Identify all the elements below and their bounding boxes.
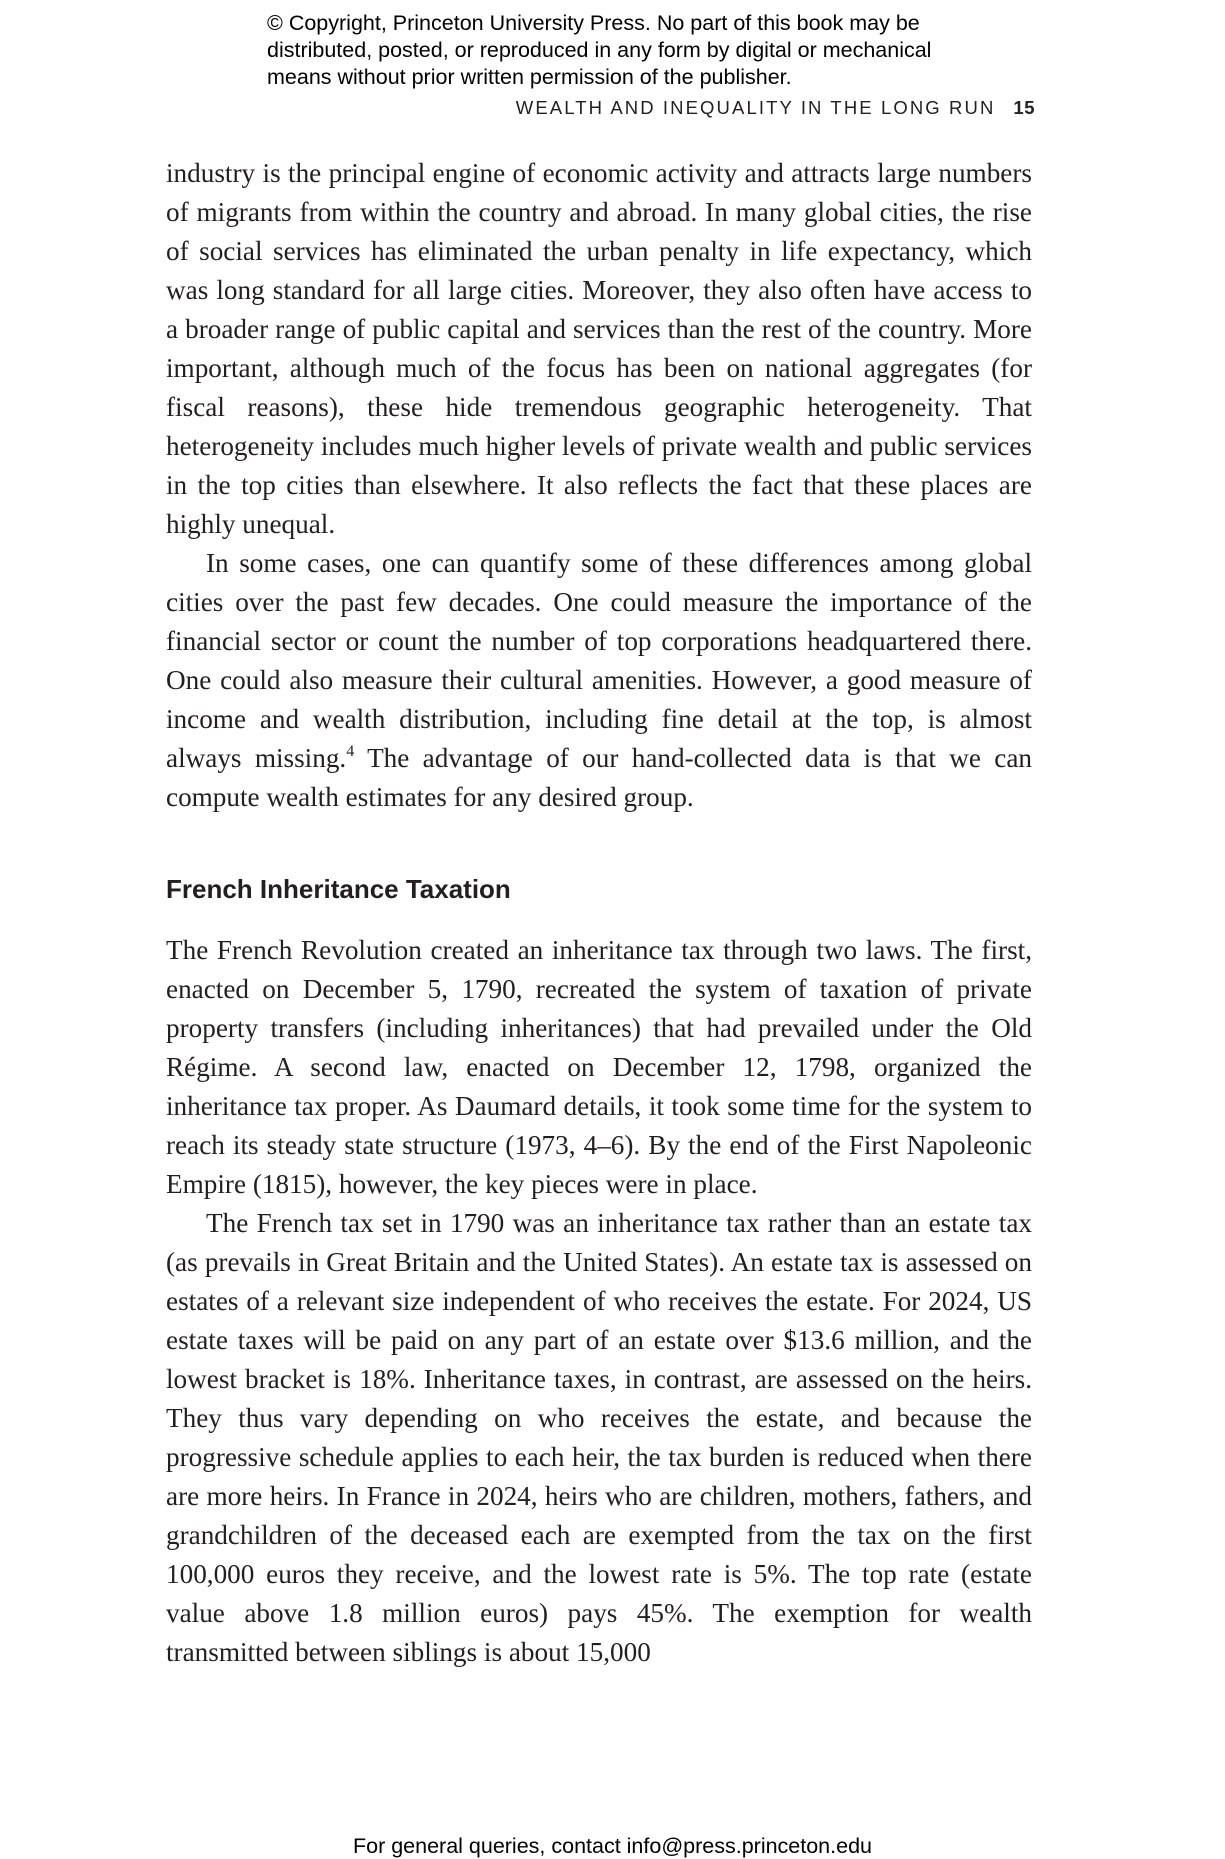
paragraph-text: In some cases, one can quantify some of these differences among global cities over the past few decades. One could measure the importance of the financial sector or count the number of top corporations headquartered there. One could also measure their cultural amenities. However, a good measure of income and wealth distribution, including fine detail at the top, is almost always missing. — [166, 548, 1032, 773]
page-number: 15 — [1013, 97, 1035, 118]
footnote-reference[interactable]: 4 — [346, 743, 355, 760]
copyright-line: means without prior written permission of the publisher. — [267, 65, 792, 89]
section-text — [166, 931, 1032, 1672]
copyright-line: © Copyright, Princeton University Press. No part of this book may be — [267, 11, 920, 35]
paragraph: The French Revolution created an inheritance tax through two laws. The first, enacted on December 5, 1790, recreated the system of taxation of private property transfers (including inheritances) that had prevailed under the Old Régime. A second law, enacted on December 12, 1798, organized the inheritance tax proper. As Daumard details, it took some time for the system to reach its steady state structure (1973, 4–6). By the end of the First Napoleonic Empire (1815), however, the key pieces were in place. — [166, 935, 1032, 1199]
section-heading: French Inheritance Taxation — [166, 874, 511, 904]
paragraph: industry is the principal engine of economic activity and attracts large numbers of migrants from within the country and abroad. In many global cities, the rise of social services has eliminated the urban penalty in life expectancy, which was long standard for all large cities. Moreover, they also often have access to a broader range of public capital and services than the rest of the country. More important, although much of the focus has been on national aggregates (for fiscal reasons), these hide tremendous geographic heterogeneity. That heterogeneity includes much higher levels of private wealth and public services in the top cities than elsewhere. It also reflects the fact that these places are highly unequal. — [166, 158, 1032, 539]
running-head — [160, 97, 1035, 119]
paragraph: The French tax set in 1790 was an inheritance tax rather than an estate tax (as prevails in Great Britain and the United States). An estate tax is assessed on estates of a relevant size independent of who receives the estate. For 2024, US estate taxes will be paid on any part of an estate over $13.6 million, and the lowest bracket is 18%. Inheritance taxes, in contrast, are assessed on the heirs. They thus vary depending on who receives the estate, and because the progressive schedule applies to each heir, the tax burden is reduced when there are more heirs. In France in 2024, heirs who are children, mothers, fathers, and grandchildren of the deceased each are exempted from the tax on the first 100,000 euros they receive, and the lowest rate is 5%. The top rate (estate value above 1.8 million euros) pays 45%. The exemption for wealth transmitted between siblings is about 15,000 — [166, 1208, 1032, 1667]
running-head-title: WEALTH AND INEQUALITY IN THE LONG RUN — [515, 97, 996, 118]
copyright-line: distributed, posted, or reproduced in any form by digital or mechanical — [267, 38, 932, 62]
copyright-notice — [267, 10, 1027, 91]
body-text — [166, 154, 1032, 817]
footer-contact: For general queries, contact info@press.princeton.edu — [352, 1834, 872, 1858]
paragraph — [166, 544, 1032, 817]
paragraph-text: The advantage of our hand-collected data is that we can compute wealth estimates for any desired group. — [166, 743, 1032, 812]
